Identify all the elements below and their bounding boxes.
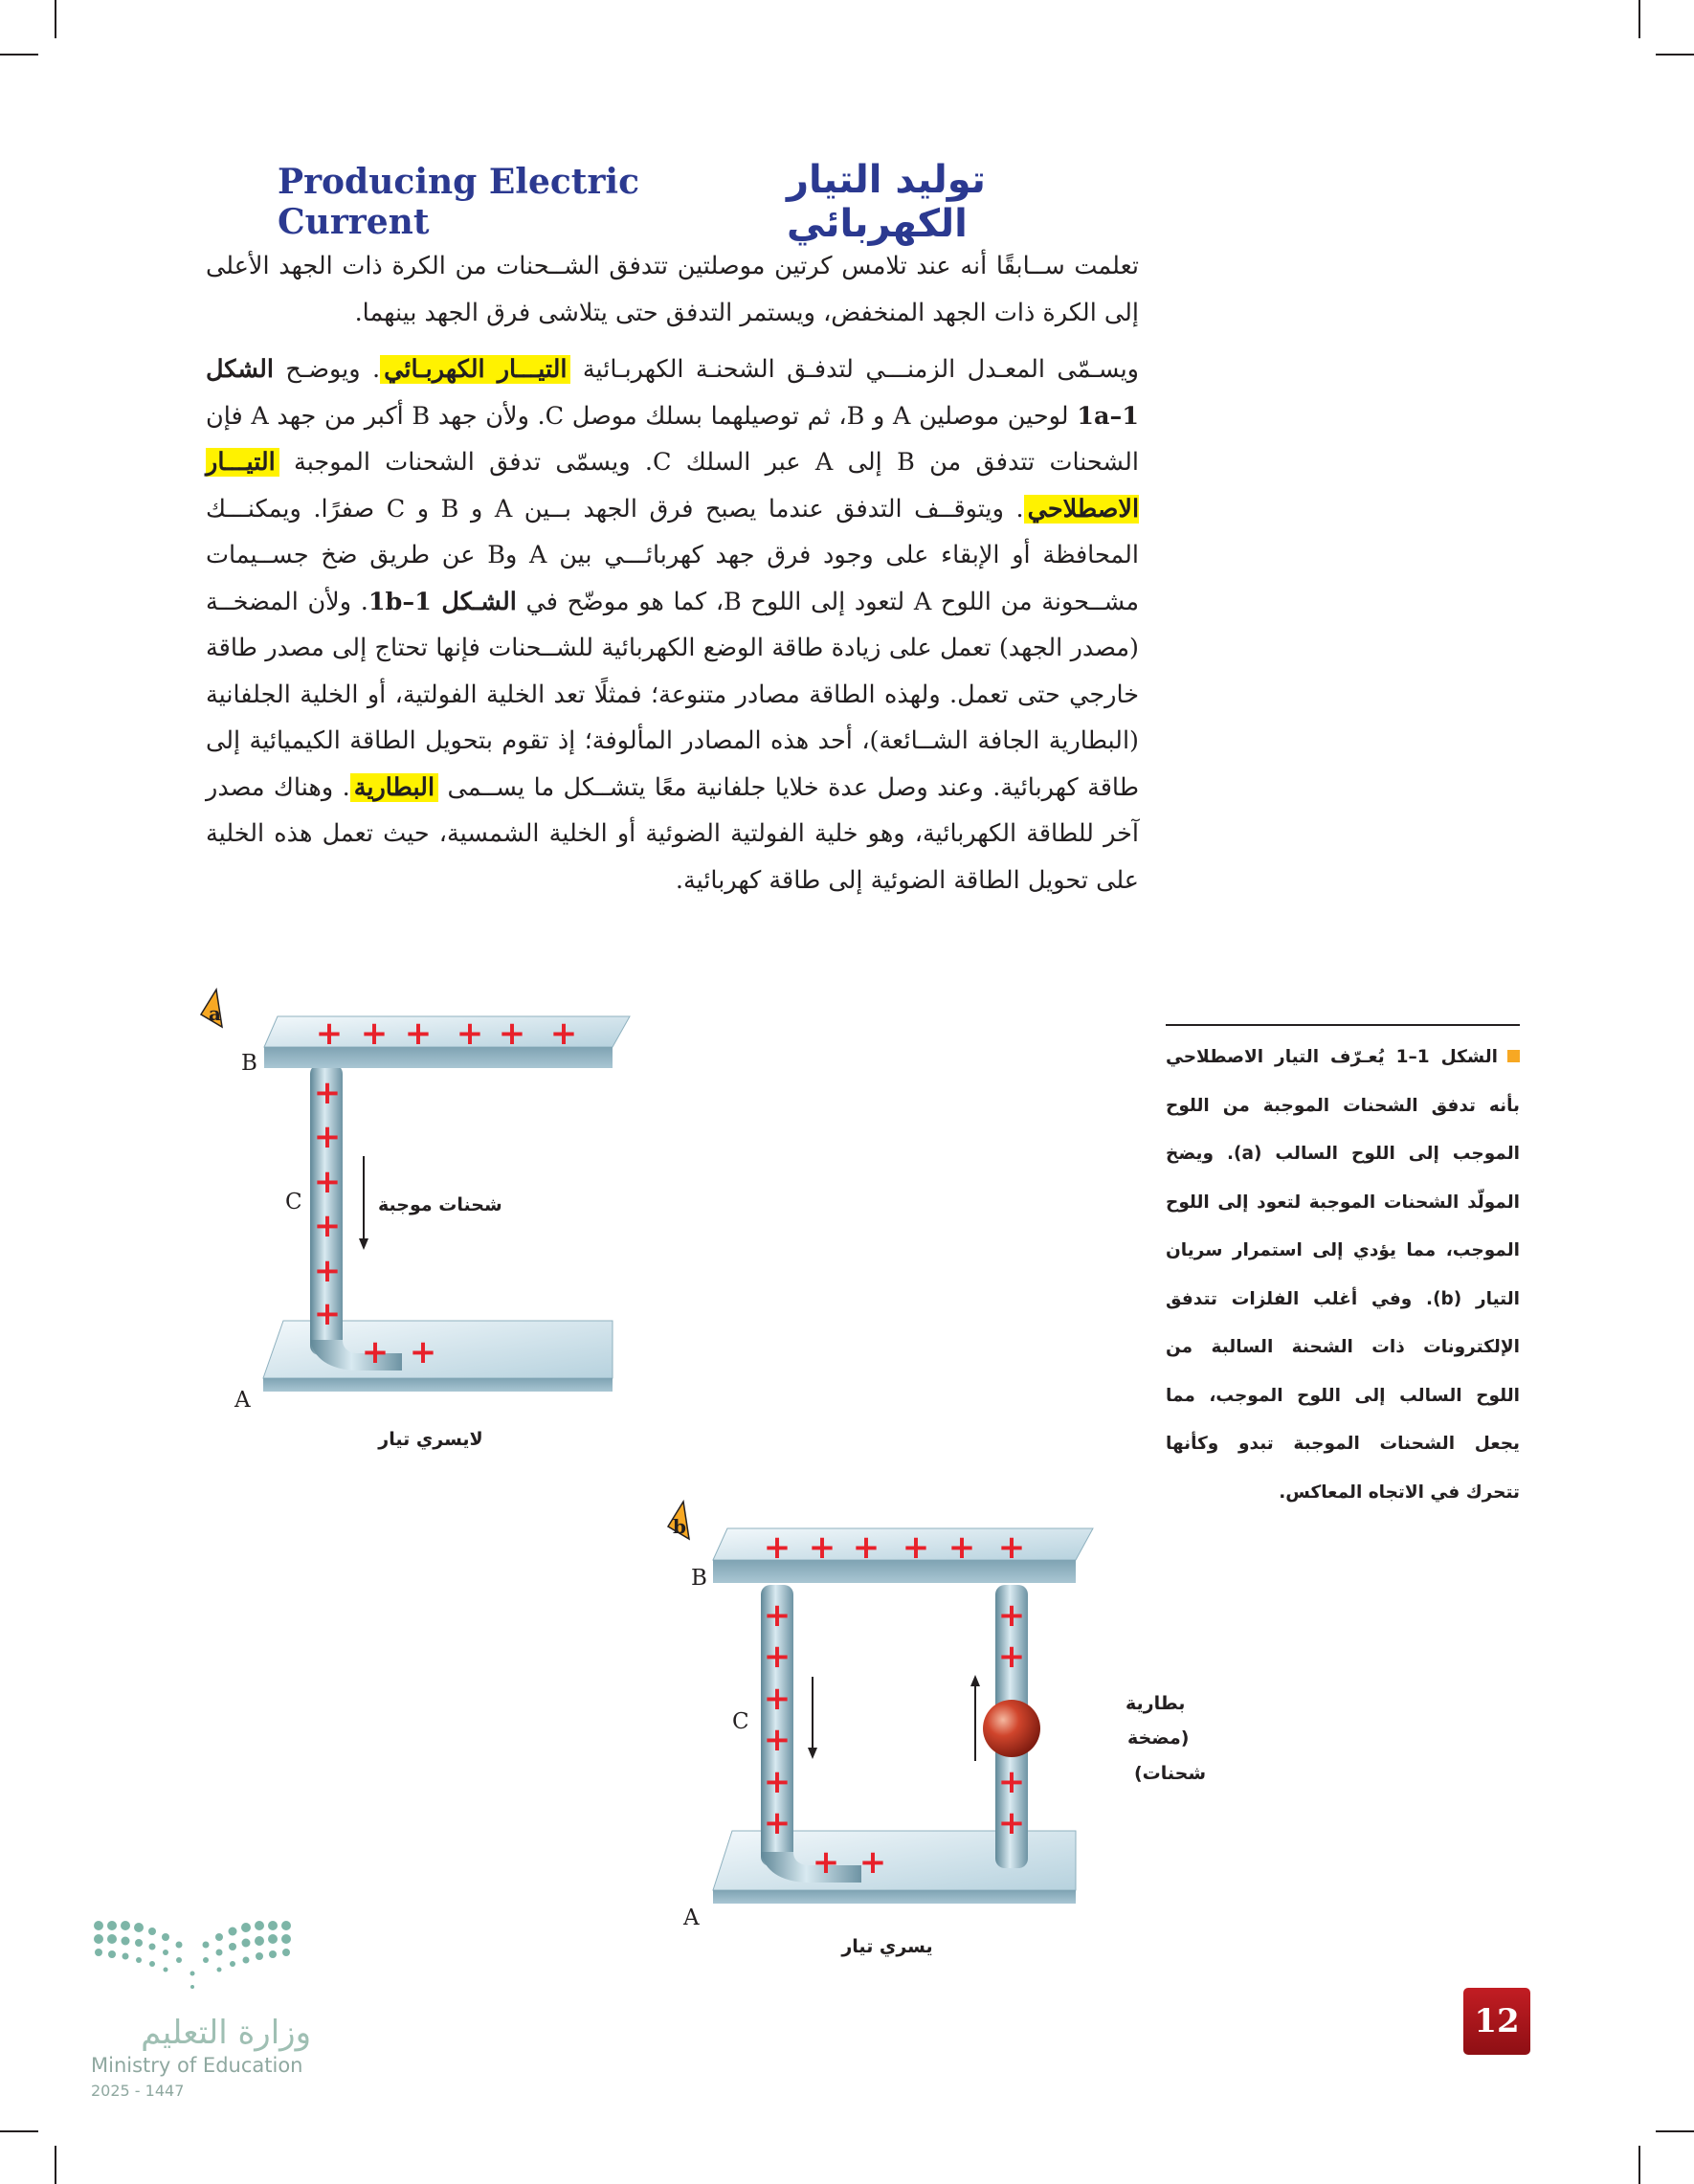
plus-sign: + xyxy=(997,1596,1026,1635)
plus-sign: + xyxy=(404,1014,433,1053)
plus-sign: + xyxy=(997,1528,1026,1567)
plus-sign: + xyxy=(409,1333,437,1371)
text-run: لوحين موصلين A و B، ثم توصيلهما بسلك موصل C. ولأن جهد B أكبر من جهد A فإن الشحنات تتدفق من B إلى A عبر السلك C. ويسمّى تدفق الشحنات الموجبة xyxy=(206,401,1139,477)
plus-sign: + xyxy=(498,1014,526,1053)
label-a: A xyxy=(234,1388,251,1413)
plus-sign: + xyxy=(858,1843,887,1882)
caption-text: يُعـرّف التيار الاصطلاحي بأنه تدفق الشحنات الموجبة من اللوح الموجب إلى اللوح السالب (a). ويضخ المولّد الشحنات الموجبة لتعود إلى اللوح الموجب، مما يؤدي إلى استمرار سريان التيار (b). وفي أغلب الفلزات تتدفق الإلكترونات ذات الشحنة السالبة من اللوح السالب إلى اللوح الموجب، مما يجعل الشحنات الموجبة تبدو وكأنها تتحرك في الاتجاه المعاكس. xyxy=(1166,1047,1520,1503)
figure-a xyxy=(201,990,630,1451)
plus-sign: + xyxy=(763,1596,791,1635)
text-run: . ويوضـح xyxy=(274,355,381,384)
figure-b xyxy=(668,1502,1206,1958)
pump-label-line1: بطارية xyxy=(1126,1693,1186,1714)
term-electric-current: التيـــار الكهربـائي xyxy=(380,355,570,384)
plus-sign: + xyxy=(313,1207,342,1245)
plus-sign: + xyxy=(947,1528,976,1567)
plus-sign: + xyxy=(997,1804,1026,1842)
plus-sign: + xyxy=(902,1528,930,1567)
plus-sign: + xyxy=(997,1763,1026,1801)
figure-a-tag: a xyxy=(209,1002,221,1025)
plus-sign: + xyxy=(315,1014,344,1053)
label-b: B xyxy=(691,1566,707,1591)
figure-ref-1b: الشـكل 1b–1 xyxy=(368,587,517,616)
plus-sign: + xyxy=(313,1118,342,1156)
figure-ref-1a: الشكل 1a–1 xyxy=(206,355,1139,431)
label-b: B xyxy=(241,1051,257,1076)
plate-a-edge xyxy=(263,1378,613,1392)
text-run: . ويتوقــف التدفق عندما يصبح فرق الجهد بــين A و B و C صفرًا. ويمكنـــك المحافظة أو الإبقاء على وجود فرق جهد كهربائـــي بين A وB عن طريق ضخ جســيمات مشــحونة من اللوح A لتعود إلى اللوح B، كما هو موضّح في xyxy=(206,494,1140,616)
plus-sign: + xyxy=(763,1763,791,1801)
figure-b-caption: يسري تيار xyxy=(841,1936,933,1957)
text-run: . وهناك مصدر آخر للطاقة الكهربائية، وهو خلية الفولتية الضوئية أو الخلية الشمسية، حيث تعمل هذه الخلية على تحويل الطاقة الضوئية إلى طاقة كهربائية. xyxy=(206,772,1139,895)
intro-paragraph: تعلمت ســابقًا أنه عند تلامس كرتين موصلتين تتدفق الشــحنات من الكرة ذات الجهد الأعلى إلى الكرة ذات الجهد المنخفض، ويستمر التدفق حتى يتلاشى فرق الجهد بينهما. xyxy=(206,252,1139,327)
arrow-label: شحنات موجبة xyxy=(378,1194,502,1215)
logo-arabic-name: وزارة التعليم xyxy=(141,2014,311,2052)
down-arrow-icon xyxy=(359,1238,368,1250)
text-run: . ولأن المضخــة (مصدر الجهد) تعمل على زيادة طاقة الوضع الكهربائية للشــحنات فإنها تحتاج إلى مصدر طاقة خارجي حتى تعمل. ولهذه الطاقة مصادر متنوعة؛ فمثلًا تعد الخلية الفولتية، أو الخلية الجلفانية (البطارية الجافة الشــائعة)، أحد هذه المصادر المألوفة؛ إذ تقوم بتحويل الطاقة الكيميائية إلى طاقة كهربائية. وعند وصل عدة خلايا جلفانية معًا يتشــكل ما يســمى xyxy=(206,587,1139,802)
term-conventional-current: التيـــار الاصطلاحي xyxy=(206,448,1140,524)
page-number: 12 xyxy=(1463,1988,1530,2055)
figure-a-caption: لايسري تيار xyxy=(378,1429,483,1450)
logo-dots-icon xyxy=(91,1914,301,2000)
up-arrow-icon xyxy=(970,1675,980,1686)
plus-sign: + xyxy=(997,1638,1026,1676)
caption-figure-ref: الشكل 1–1 xyxy=(1395,1047,1498,1067)
plus-sign: + xyxy=(763,1721,791,1759)
pump-label-line3: شحنات) xyxy=(1134,1763,1207,1784)
label-c: C xyxy=(285,1190,302,1215)
heading-arabic: توليد التيار الكهربائي xyxy=(786,158,986,246)
label-c: C xyxy=(732,1709,749,1734)
heading-english: Producing Electric Current xyxy=(278,162,639,242)
label-a: A xyxy=(683,1905,700,1930)
plus-sign: + xyxy=(763,1528,791,1567)
plus-sign: + xyxy=(313,1252,342,1290)
plus-sign: + xyxy=(549,1014,578,1053)
text-run: ويسـمّى المعـدل الزمنـــي لتدفـق الشحنـة الكهربـائية xyxy=(570,355,1139,384)
term-battery: البطارية xyxy=(350,773,438,802)
plus-sign: + xyxy=(361,1333,390,1371)
pump-sphere xyxy=(983,1700,1040,1757)
logo-year: 2025 - 1447 xyxy=(91,2082,185,2100)
plate-a-edge xyxy=(713,1890,1076,1904)
figure-b-tag: b xyxy=(673,1515,686,1538)
plus-sign: + xyxy=(808,1528,836,1567)
plus-sign: + xyxy=(763,1804,791,1842)
plus-sign: + xyxy=(763,1680,791,1718)
plus-sign: + xyxy=(812,1843,840,1882)
plus-sign: + xyxy=(763,1638,791,1676)
plus-sign: + xyxy=(852,1528,880,1567)
ministry-logo xyxy=(91,1914,311,2106)
plus-sign: + xyxy=(456,1014,484,1053)
logo-english-name: Ministry of Education xyxy=(91,2054,303,2077)
down-arrow-icon xyxy=(808,1748,817,1759)
plus-sign: + xyxy=(313,1295,342,1333)
plus-sign: + xyxy=(313,1163,342,1201)
plus-sign: + xyxy=(313,1074,342,1112)
plus-sign: + xyxy=(360,1014,389,1053)
pump-label-line2: (مضخة xyxy=(1127,1727,1190,1749)
